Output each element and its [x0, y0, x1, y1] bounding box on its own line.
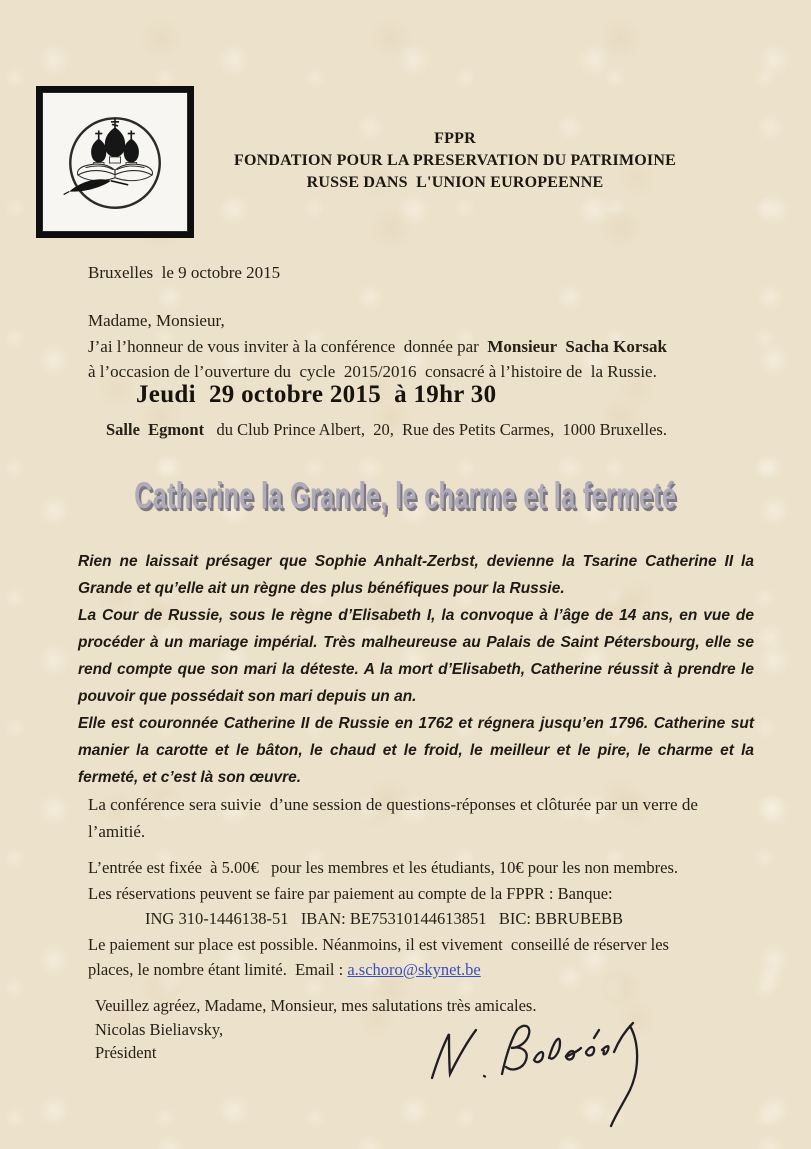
- conference-note-line1: La conférence sera suivie d’une session de questions-réponses et clôturée par un verre de: [88, 795, 698, 814]
- payment-line1: Le paiement sur place est possible. Néanmoins, il est vivement conseillé de réserver les: [88, 934, 669, 954]
- speaker-name: Monsieur Sacha Korsak: [487, 336, 667, 356]
- venue-line: [106, 420, 667, 440]
- abstract-paragraph-3: Elle est couronnée Catherine II de Russie en 1762 et régnera jusqu’en 1796. Catherine sut manier la carotte et le bâton, le chaud et le froid, le meilleur et le pire, le charme et la fermeté, et c’est là son œuvre.: [78, 715, 754, 786]
- invitation-prefix: J’ai l’honneur de vous inviter à la conférence donnée par: [88, 336, 488, 356]
- invitation-line: [88, 334, 667, 360]
- org-name-line1: FONDATION POUR LA PRESERVATION DU PATRIMOINE: [234, 152, 676, 169]
- conference-note: [88, 791, 698, 845]
- reservation-line: Les réservations peuvent se faire par paiement au compte de la FPPR : Banque:: [88, 883, 613, 903]
- signature-strokes: [418, 992, 678, 1142]
- email-link[interactable]: a.schoro@skynet.be: [347, 960, 481, 979]
- abstract-block: [78, 548, 754, 791]
- bank-details-line: ING 310-1446138-51 IBAN: BE75310144613851 BIC: BBRUBEBB: [145, 909, 624, 928]
- payment-line2-prefix: places, le nombre étant limité. Email :: [88, 960, 348, 979]
- org-name-line2: RUSSE DANS L'UNION EUROPEENNE: [306, 174, 604, 191]
- pricing-line: L’entrée est fixée à 5.00€ pour les membres et les étudiants, 10€ pour les non membres.: [88, 858, 679, 877]
- signer-name: Nicolas Bieliavsky,: [95, 1019, 224, 1039]
- venue-address: du Club Prince Albert, 20, Rue des Petits Carmes, 1000 Bruxelles.: [204, 420, 667, 439]
- org-header: [200, 128, 710, 194]
- signature-handwritten: [418, 992, 678, 1142]
- payment-line2: [88, 957, 678, 983]
- org-abbr: FPPR: [434, 130, 476, 147]
- abstract-paragraph-1: Rien ne laissait présager que Sophie Anhalt-Zerbst, devienne la Tsarine Catherine II la Grande et qu’elle ait un règne des plus bénéfiques pour la Russie.: [78, 553, 754, 597]
- conference-title-wrap: [0, 474, 811, 518]
- fppr-logo: [36, 86, 194, 238]
- venue-room: Salle Egmont: [106, 420, 205, 439]
- signer-title: Président: [95, 1043, 157, 1062]
- closing-salutation: Veuillez agréez, Madame, Monsieur, mes salutations très amicales.: [95, 996, 537, 1015]
- cycle-line: à l’occasion de l’ouverture du cycle 2015/2016 consacré à l’histoire de la Russie.: [88, 362, 657, 381]
- dateline: Bruxelles le 9 octobre 2015: [88, 263, 281, 282]
- fppr-logo-inner: [42, 92, 188, 232]
- abstract-paragraph-2: La Cour de Russie, sous le règne d’Elisabeth I, la convoque à l’âge de 14 ans, en vue de procéder à un mariage impérial. Très malheureuse au Palais de Saint Pétersbourg, elle se rend compte que son mari la déteste. A la mort d’Elisabeth, Catherine réussit à prendre le pouvoir que possédait son mari depuis un an.: [78, 607, 754, 705]
- entry-block: [88, 855, 678, 983]
- conference-title: Catherine la Grande, le charme et la fermeté: [134, 475, 677, 517]
- salutation: Madame, Monsieur,: [88, 311, 225, 330]
- church-domes-book-quill-emblem: [51, 101, 179, 223]
- salutation-block: [88, 308, 667, 385]
- event-datetime: Jeudi 29 octobre 2015 à 19hr 30: [136, 381, 497, 408]
- conference-note-line2: l’amitié.: [88, 822, 146, 841]
